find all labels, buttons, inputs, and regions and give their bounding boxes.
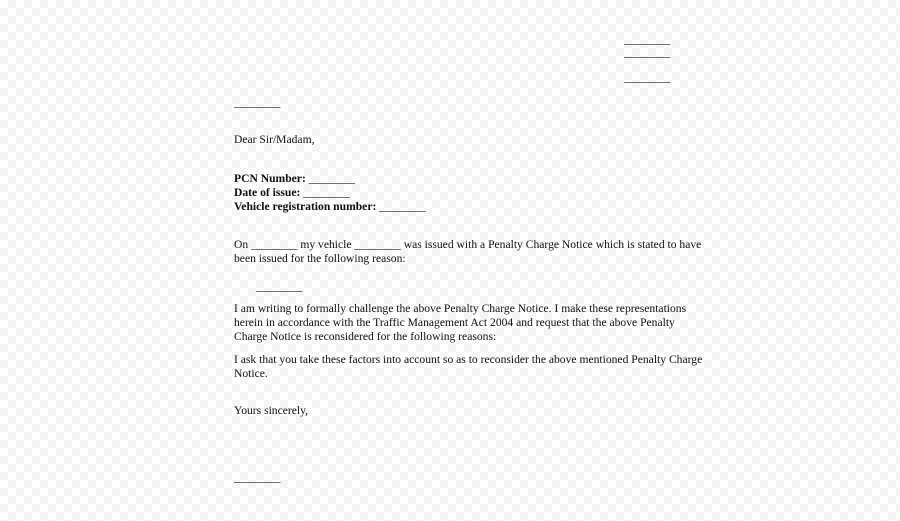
paragraph-request-line-2: Notice. bbox=[234, 367, 268, 380]
paragraph-challenge-line-3: Charge Notice is reconsidered for the following reasons: bbox=[234, 330, 497, 343]
reason-blank: ________ bbox=[256, 280, 303, 293]
sender-address-line-2: ________ bbox=[624, 46, 671, 59]
recipient-line-1: ________ bbox=[234, 96, 281, 109]
paragraph-request-line-1: I ask that you take these factors into account so as to reconsider the above mentioned Penalty Charge bbox=[234, 353, 703, 366]
pcn-number-row bbox=[234, 172, 355, 186]
salutation: Dear Sir/Madam, bbox=[234, 133, 315, 146]
paragraph-incident-line-1: On ________ my vehicle ________ was issued with a Penalty Charge Notice which is stated to have bbox=[234, 238, 702, 251]
date-of-issue-label: Date of issue: bbox=[234, 186, 301, 199]
paragraph-incident bbox=[234, 238, 702, 266]
sender-address-line-3: ________ bbox=[624, 71, 671, 84]
pcn-number-value: ________ bbox=[308, 172, 356, 185]
paragraph-challenge-line-1: I am writing to formally challenge the above Penalty Charge Notice. I make these representations bbox=[234, 302, 687, 315]
vehicle-registration-label: Vehicle registration number: bbox=[234, 200, 377, 213]
closing: Yours sincerely, bbox=[234, 404, 309, 417]
paragraph-challenge bbox=[234, 302, 694, 344]
pcn-number-label: PCN Number: bbox=[234, 172, 306, 185]
signature-blank: ________ bbox=[234, 471, 281, 484]
date-of-issue-value: ________ bbox=[303, 186, 350, 199]
paragraph-incident-line-2: been issued for the following reason: bbox=[234, 252, 406, 265]
sender-address-line-1: ________ bbox=[624, 33, 671, 46]
paragraph-challenge-line-2: herein in accordance with the Traffic Management Act 2004 and request that the above Penalty bbox=[234, 316, 675, 329]
vehicle-registration-row bbox=[234, 200, 426, 214]
vehicle-registration-value: ________ bbox=[379, 200, 426, 213]
date-of-issue-row bbox=[234, 186, 350, 200]
paragraph-request bbox=[234, 353, 703, 381]
